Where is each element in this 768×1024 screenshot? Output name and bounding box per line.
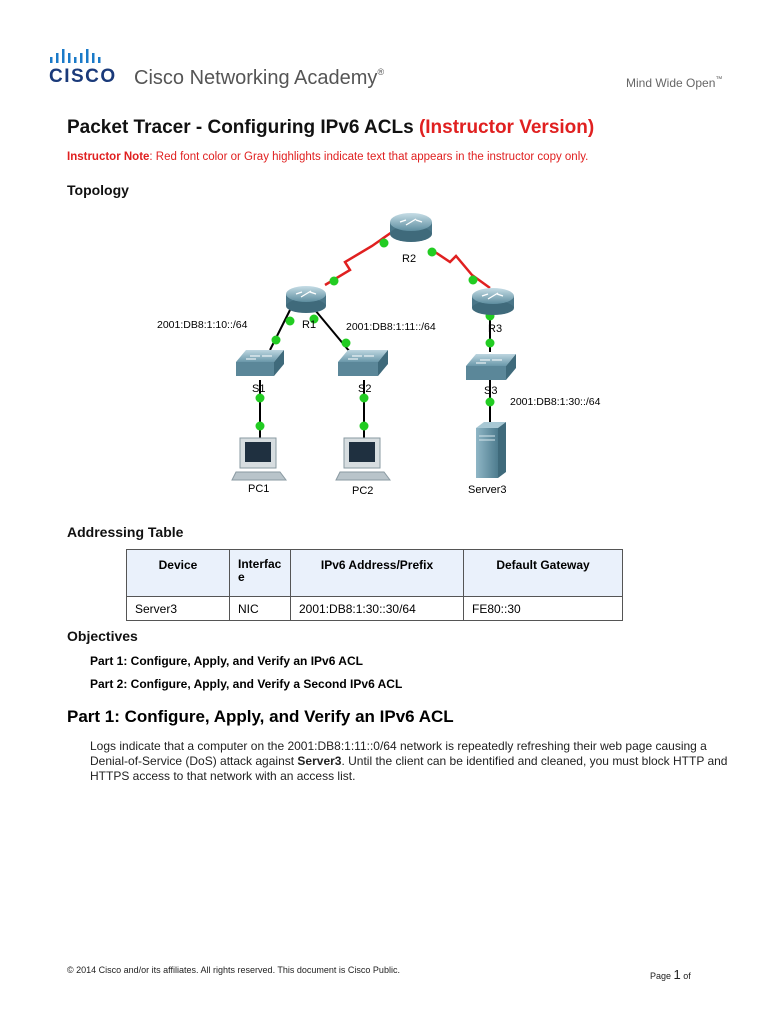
- label-pc2: PC2: [352, 485, 374, 497]
- router-r2-icon: [390, 213, 432, 242]
- label-net11: 2001:DB8:1:11::/64: [346, 321, 436, 333]
- switch-s1-icon: [236, 350, 284, 376]
- objective-item: Part 1: Configure, Apply, and Verify an IPv6 ACL: [90, 654, 363, 668]
- tagline: Mind Wide Open™: [626, 76, 723, 90]
- instructor-note: Instructor Note: Red font color or Gray highlights indicate text that appears in the instructor copy only.: [67, 151, 589, 163]
- cell-gateway: FE80::30: [464, 597, 623, 621]
- label-s3: S3: [484, 385, 498, 397]
- label-server3: Server3: [468, 484, 507, 496]
- label-s2: S2: [358, 383, 372, 395]
- label-s1: S1: [252, 383, 266, 395]
- col-interface: Interfac e: [230, 550, 291, 597]
- page-title: Packet Tracer - Configuring IPv6 ACLs (Instructor Version): [67, 117, 595, 138]
- label-net10: 2001:DB8:1:10::/64: [157, 319, 248, 331]
- router-r3-icon: [472, 288, 514, 315]
- link-r1-s1: [270, 310, 290, 350]
- pc1-icon: [232, 438, 286, 480]
- label-pc1: PC1: [248, 483, 270, 495]
- serial-link-r2-r3: [432, 250, 490, 288]
- topology-heading: Topology: [67, 182, 129, 198]
- label-r2: R2: [402, 253, 417, 265]
- router-r1-icon: [286, 286, 326, 313]
- label-net30: 2001:DB8:1:30::/64: [510, 396, 601, 408]
- academy-name: Cisco Networking Academy®: [134, 67, 385, 89]
- cisco-logo-text: CISCO: [49, 66, 117, 87]
- part1-paragraph: Logs indicate that a computer on the 2001:DB8:1:11::0/64 network is repeatedly refreshing their web page causing a Denial-of-Service (DoS) attack against Server3. Until the client can be identified and cleaned, you must block HTTP and HTTPS access to that network with an access list.: [90, 739, 728, 783]
- footer-page-number: Page 1 of: [650, 967, 691, 982]
- pc2-icon: [336, 438, 390, 480]
- label-r3: R3: [488, 323, 503, 335]
- footer-copyright: © 2014 Cisco and/or its affiliates. All rights reserved. This document is Cisco Public.: [67, 965, 400, 975]
- addressing-table: [126, 549, 623, 621]
- col-ipv6: IPv6 Address/Prefix: [291, 550, 464, 597]
- server3-icon: [476, 422, 506, 478]
- cell-device: Server3: [127, 597, 230, 621]
- cell-ipv6: 2001:DB8:1:30::30/64: [291, 597, 464, 621]
- col-device: Device: [127, 550, 230, 597]
- col-gateway: Default Gateway: [464, 550, 623, 597]
- objectives-heading: Objectives: [67, 628, 138, 644]
- addressing-table-heading: Addressing Table: [67, 524, 184, 540]
- switch-s2-icon: [338, 350, 388, 376]
- cell-interface: NIC: [230, 597, 291, 621]
- objective-item: Part 2: Configure, Apply, and Verify a Second IPv6 ACL: [90, 677, 403, 691]
- switch-s3-icon: [466, 354, 516, 380]
- table-row: [127, 597, 623, 621]
- label-r1: R1: [302, 319, 317, 331]
- part1-heading: Part 1: Configure, Apply, and Verify an IPv6 ACL: [67, 707, 454, 726]
